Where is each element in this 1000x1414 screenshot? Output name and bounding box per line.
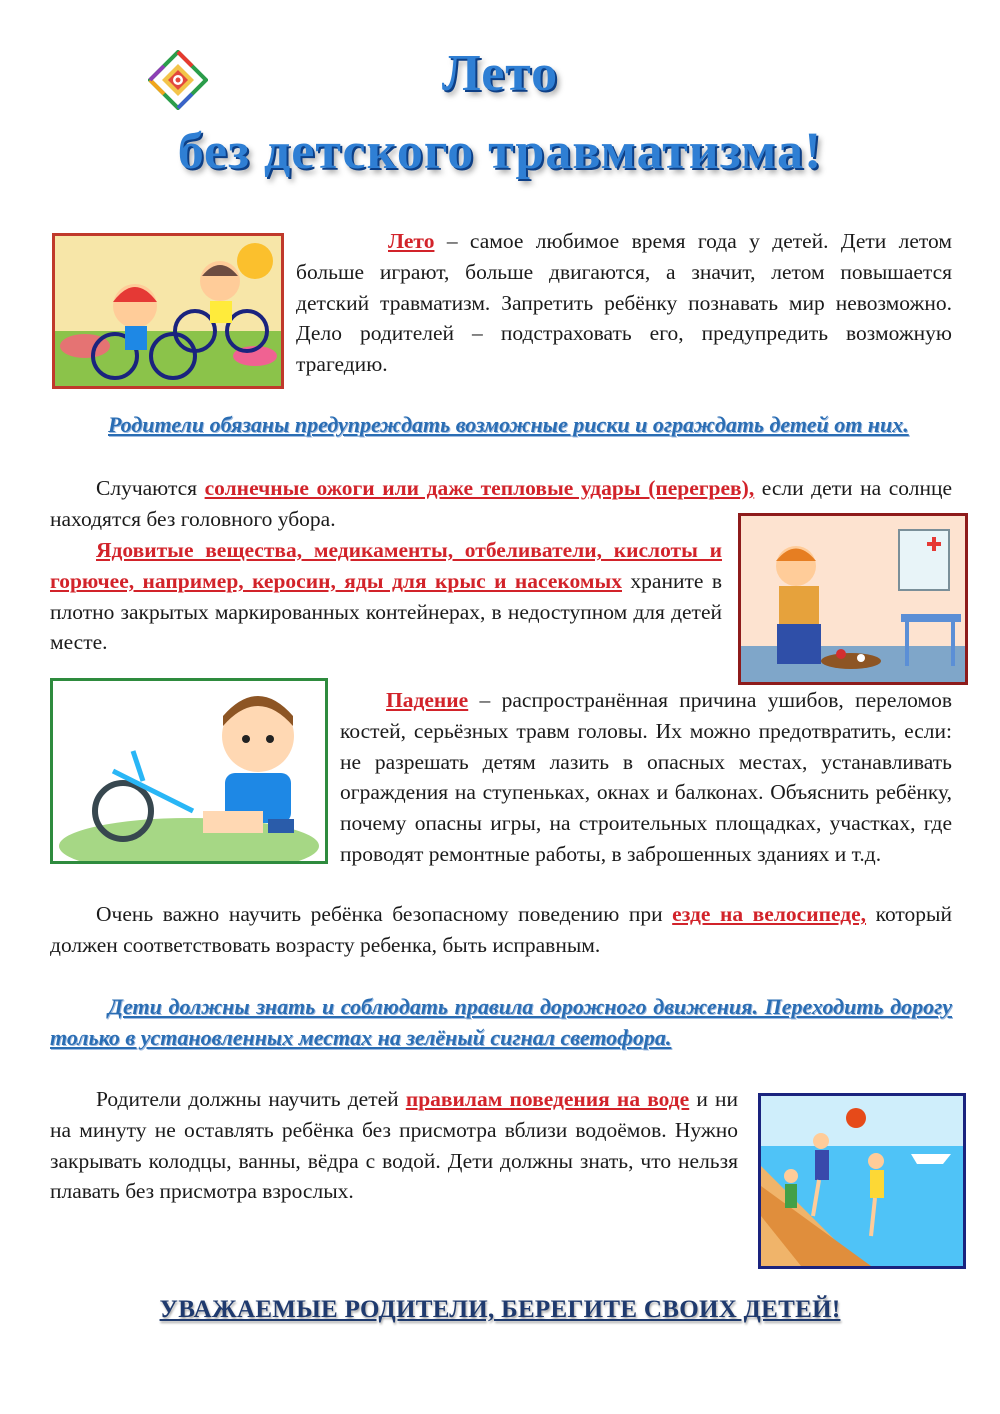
intro-paragraph [296, 226, 952, 380]
falls-paragraph [50, 685, 952, 870]
title-line-2: без детского травматизма! [177, 123, 823, 180]
poison-text-after: храните в плотно закрытых маркированных контейнерах, в недоступном для детей месте. [50, 568, 722, 655]
falls-highlight: Падение [386, 688, 469, 712]
title-line-1: Лето [441, 45, 559, 102]
intro-keyword: Лето [388, 229, 435, 253]
falls-text-after: – распространённая причина ушибов, переломов костей, серьёзных травм головы. Их можно предотвратить, если: не разрешать детям лазить в опасных местах, устанавливать ограждения на ступеньках, окнах и балконах. Объяснить ребёнку, почему опасны игры, на строительных площадках, участках, где проводят ремонтные работы, в заброшенных зданиях и т.д. [340, 688, 952, 866]
water-paragraph [50, 1084, 738, 1207]
kids-pier-illustration [758, 1093, 966, 1269]
water-highlight: правилам поведения на воде [405, 1087, 690, 1111]
traffic-rules-heading-text: Дети должны знать и соблюдать правила дорожного движения. Переходить дорогу только в установленных местах на зелёный сигнал светофора. [50, 994, 952, 1050]
parents-duty-heading-text: Родители обязаны предупреждать возможные риски и ограждать детей от них. [108, 412, 909, 437]
traffic-rules-heading [50, 992, 952, 1053]
parents-duty-heading [50, 410, 952, 441]
bike-text-after: который должен соответствовать возрасту ребенка, быть исправным. [50, 902, 952, 957]
kids-cycling-illustration [52, 233, 284, 389]
intro-text: – самое любимое время года у детей. Дети летом больше играют, больше двигаются, а значит, летом повышается детский травматизм. Запретить ребёнку познавать мир невозможно. Дело родителей – подстраховать его, предупредить возможную трагедию. [296, 229, 952, 377]
sun-text-before: Случаются [96, 476, 205, 500]
bike-text-before: Очень важно научить ребёнка безопасному поведению при [96, 902, 673, 926]
bike-highlight: езде на велосипеде, [672, 902, 867, 926]
closing-appeal: УВАЖАЕМЫЕ РОДИТЕЛИ, БЕРЕГИТЕ СВОИХ ДЕТЕЙ! [159, 1296, 841, 1323]
poison-paragraph [50, 535, 722, 658]
boy-medicine-illustration [738, 513, 968, 685]
water-text-before: Родители должны научить детей [96, 1087, 406, 1111]
poison-highlight: Ядовитые вещества, медикаменты, отбеливатели, кислоты и горючее, например, керосин, яды для крыс и насекомых [50, 538, 722, 593]
sun-text-after: если дети на солнце находятся без головного убора. [50, 476, 952, 531]
bike-paragraph [50, 899, 952, 961]
sun-highlight: солнечные ожоги или даже тепловые удары (перегрев), [204, 476, 755, 500]
water-text-after: и ни на минуту не оставлять ребёнка без присмотра вблизи водоёмов. Нужно закрывать колодцы, ванны, вёдра с водой. Дети должны знать, что нельзя плавать без присмотра взрослых. [50, 1087, 739, 1204]
